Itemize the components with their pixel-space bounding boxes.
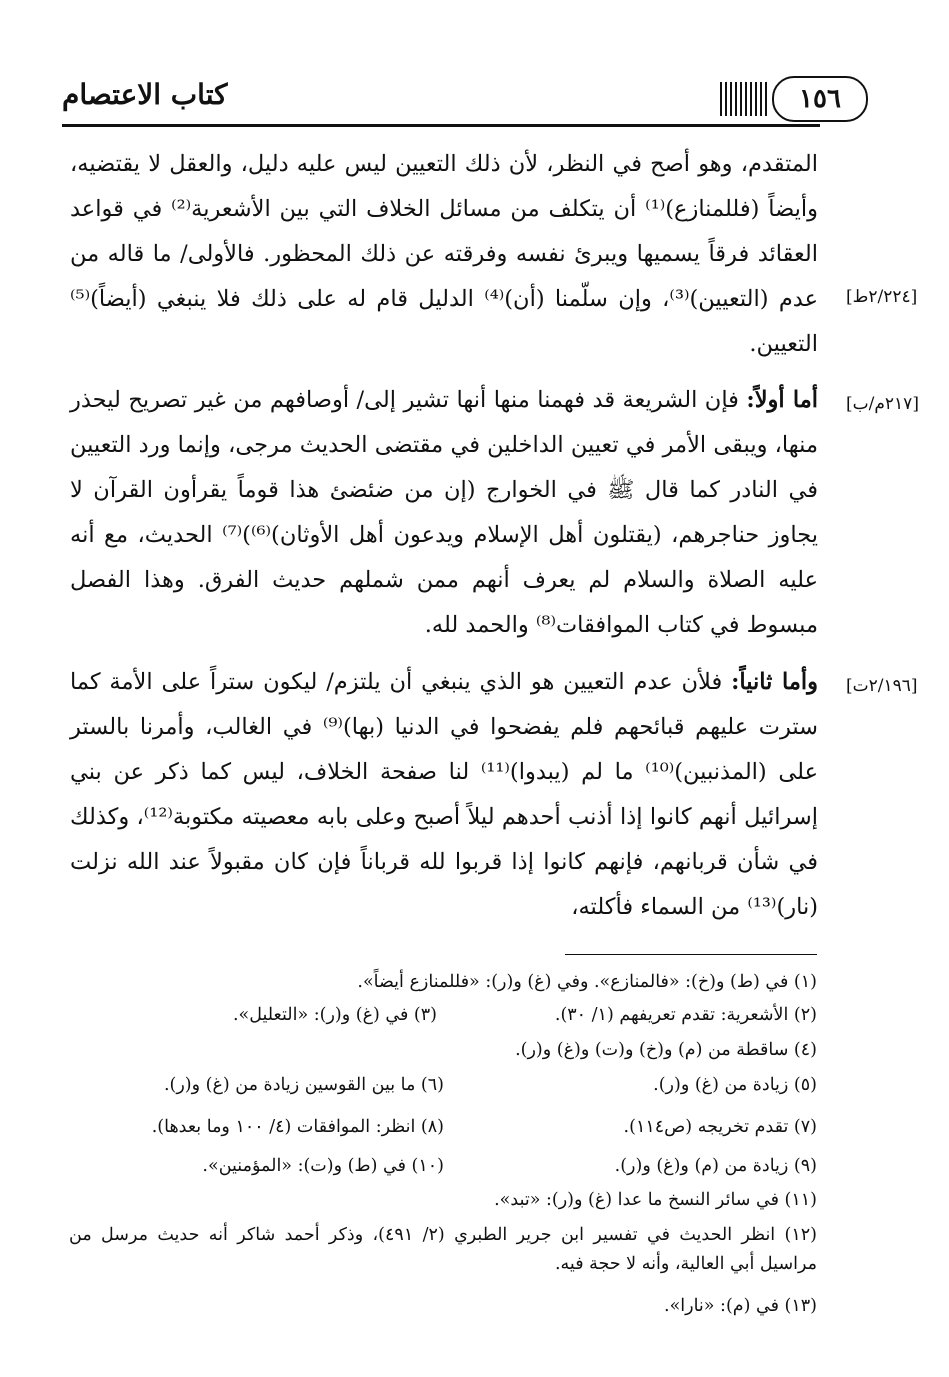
footnote-10: (١٠) في (ط) و(ت): «المؤمنين». [202, 1156, 444, 1176]
footnote-9: (٩) زيادة من (م) و(غ) و(ر). [614, 1156, 817, 1176]
footnote-4: (٤) ساقطة من (م) و(خ) و(ت) و(غ) و(ر). [515, 1040, 817, 1060]
book-title: كتاب الاعتصام [62, 78, 228, 111]
paragraph-3-text: فلأن عدم التعيين هو الذي ينبغي أن يلتزم/ ليكون ستراً على الأمة كما سترت عليهم قبائحهم فلم يفضحوا في الدنيا (بها)⁽⁹⁾ في الغالب، وأمرنا بالستر على (المذنبين)⁽¹⁰⁾ ما لم (يبدوا)⁽¹¹⁾ لنا صفحة الخلاف، ليس كما ذكر عن بني إسرائيل أنهم كانوا إذا أذنب أحدهم ليلاً أصبح وعلى بابه معصيته مكتوبة⁽¹²⁾، وكذلك في شأن قربانهم، فإنهم كانوا إذا قربوا لله قرباناً فإن كان مقبولاً عند الله نزلت (نار)⁽¹³⁾ من السماء فأكلته، [70, 669, 818, 920]
footnote-2: (٢) الأشعرية: تقدم تعريفهم (١/ ٣٠). [554, 1005, 817, 1025]
footnote-8: (٨) انظر: الموافقات (٤/ ١٠٠ وما بعدها). [151, 1117, 444, 1137]
footnote-5: (٥) زيادة من (غ) و(ر). [653, 1075, 817, 1095]
header-rule [62, 124, 820, 127]
margin-ref-1: [٢/٢٢٤ط] [846, 287, 918, 307]
margin-ref-3: [٢/١٩٦ت] [846, 676, 918, 696]
footnote-7: (٧) تقدم تخريجه (ص١١٤). [623, 1117, 817, 1137]
paragraph-1-text: المتقدم، وهو أصح في النظر، لأن ذلك التعيين ليس عليه دليل، والعقل لا يقتضيه، وأيضاً (فللمنازع)⁽¹⁾ أن يتكلف من مسائل الخلاف التي بين الأشعرية⁽²⁾ في قواعد العقائد فرقاً يسميها ويبرئ نفسه وفرقته عن ذلك المحظور. فالأولى/ ما قاله من عدم (التعيين)⁽³⁾، وإن سلّمنا (أن)⁽⁴⁾ الدليل قام له على ذلك فلا ينبغي (أيضاً)⁽⁵⁾ التعيين. [70, 151, 818, 357]
footnote-3: (٣) في (غ) و(ر): «التعليل». [232, 1005, 437, 1025]
footnote-separator [565, 954, 817, 955]
footnote-12: (١٢) انظر الحديث في تفسير ابن جرير الطبري (٢/ ٤٩١)، وذكر أحمد شاكر أنه حديث مرسل من مراسيل أبي العالية، وأنه لا حجة فيه. [69, 1225, 817, 1274]
running-header [62, 66, 841, 126]
paragraph-2 [70, 378, 818, 648]
page-number: ١٥٦ [772, 76, 868, 122]
paragraph-3 [70, 660, 818, 930]
margin-ref-2: [٢١٧م/ب] [846, 394, 919, 414]
footnote-1: (١) في (ط) و(خ): «فالمنازع». وفي (غ) و(ر): «فللمنازع أيضاً». [357, 972, 817, 992]
ornament-hatch [720, 82, 768, 116]
paragraph-2-text: فإن الشريعة قد فهمنا منها أنها تشير إلى/ أوصافهم من غير تصريح ليحذر منها، ويبقى الأمر في تعيين الداخلين في مقتضى الحديث مرجى، وإنما ورد التعيين في النادر كما قال ﷺ في الخوارج (إن من ضئضئ هذا قوماً يقرأون القرآن لا يجاوز حناجرهم، (يقتلون أهل الإسلام ويدعون أهل الأوثان)⁽⁶⁾)⁽⁷⁾ الحديث، مع أنه عليه الصلاة والسلام لم يعرف أنهم ممن شملهم حديث الفرق. وهذا الفصل مبسوط في كتاب الموافقات⁽⁸⁾ والحمد لله. [70, 387, 818, 638]
footnote-13: (١٣) في (م): «نارا». [664, 1296, 817, 1316]
footnote-6: (٦) ما بين القوسين زيادة من (غ) و(ر). [163, 1075, 444, 1095]
paragraph-2-lead: أما أولاً: [746, 387, 818, 413]
paragraph-3-lead: وأما ثانياً: [731, 669, 818, 695]
footnote-11: (١١) في سائر النسخ ما عدا (غ) و(ر): «تبد». [494, 1190, 817, 1210]
page-number-box [720, 76, 870, 120]
paragraph-1 [70, 142, 818, 367]
